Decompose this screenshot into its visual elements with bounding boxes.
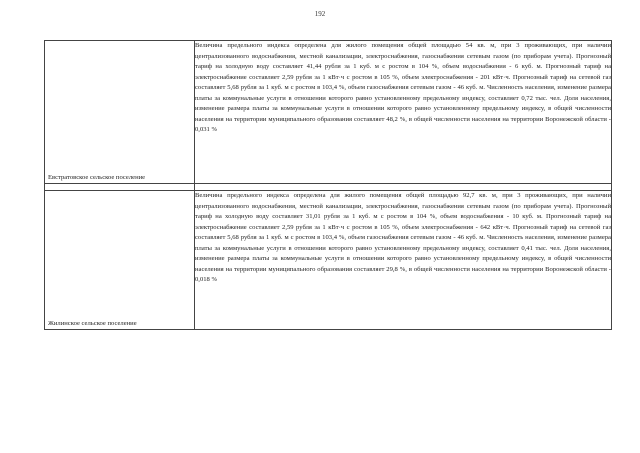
settlement-name-cell: [45, 41, 195, 184]
table-spacer-row: [45, 184, 612, 191]
index-description: Величина предельного индекса определена для жилого помещения общей площадью 54 кв. м, при 3 проживающих, при наличии централизованного водоснабжения, местной канализации, электроснабжения, газоснабжения сетевым газом (по приборам учета). Прогнозный тариф на холодную воду составляет 41,44 рубля за 1 куб. м с ростом в 104 %, объем водоснабжения - 6 куб. м. Прогнозный тариф на электроснабжение составляет 2,59 рубля за 1 кВт·ч с ростом в 105 %, объем электроснабжения - 201 кВт·ч. Прогнозный тариф на сетевой газ составляет 5,68 рубля за 1 куб. м с ростом в 103,4 %, объем газоснабжения сетевым газом - 46 куб. м. Численность населения, изменение размера платы за коммунальные услуги в отношении которого равно установленному предельному индексу, составляет 0,72 тыс. чел. Доля населения, изменение размера платы за коммунальные услуги в отношении которого равно установленному предельному индексу, в общей численности населения на территории муниципального образования составляет 48,2 %, в общей численности населения на территории Воронежской области - 0,031 %: [195, 41, 612, 184]
table-row: [45, 191, 612, 330]
index-description: Величина предельного индекса определена для жилого помещения общей площадью 92,7 кв. м, при 3 проживающих, при наличии централизованного водоснабжения, местной канализации, электроснабжения, газоснабжения сетевым газом (по приборам учета). Прогнозный тариф на холодную воду составляет 31,01 рубля за 1 куб. м с ростом в 104 %, объем водоснабжения - 10 куб. м. Прогнозный тариф на электроснабжение составляет 2,59 рубля за 1 кВт·ч с ростом в 105 %, объем электроснабжения - 642 кВт·ч. Прогнозный тариф на сетевой газ составляет 5,68 рубля за 1 куб. м с ростом в 103,4 %, объем газоснабжения сетевым газом - 46 куб. м. Численность населения, изменение размера платы за коммунальные услуги в отношении которого равно установленному предельному индексу, составляет 0,41 тыс. чел. Доля населения, изменение размера платы за коммунальные услуги в отношении которого равно установленному предельному индексу, в общей численности населения на территории муниципального образования составляет 29,8 %, в общей численности населения на территории Воронежской области - 0,018 %: [195, 191, 612, 330]
spacer-cell: [45, 184, 195, 191]
settlement-name: Жилинское сельское поселение: [48, 320, 137, 327]
tariff-index-table: [44, 40, 612, 330]
settlement-name: Евстратовское сельское поселение: [48, 174, 146, 181]
spacer-cell: [195, 184, 612, 191]
page-number: 192: [314, 10, 326, 18]
table-row: [45, 41, 612, 184]
settlement-name-cell: [45, 191, 195, 330]
